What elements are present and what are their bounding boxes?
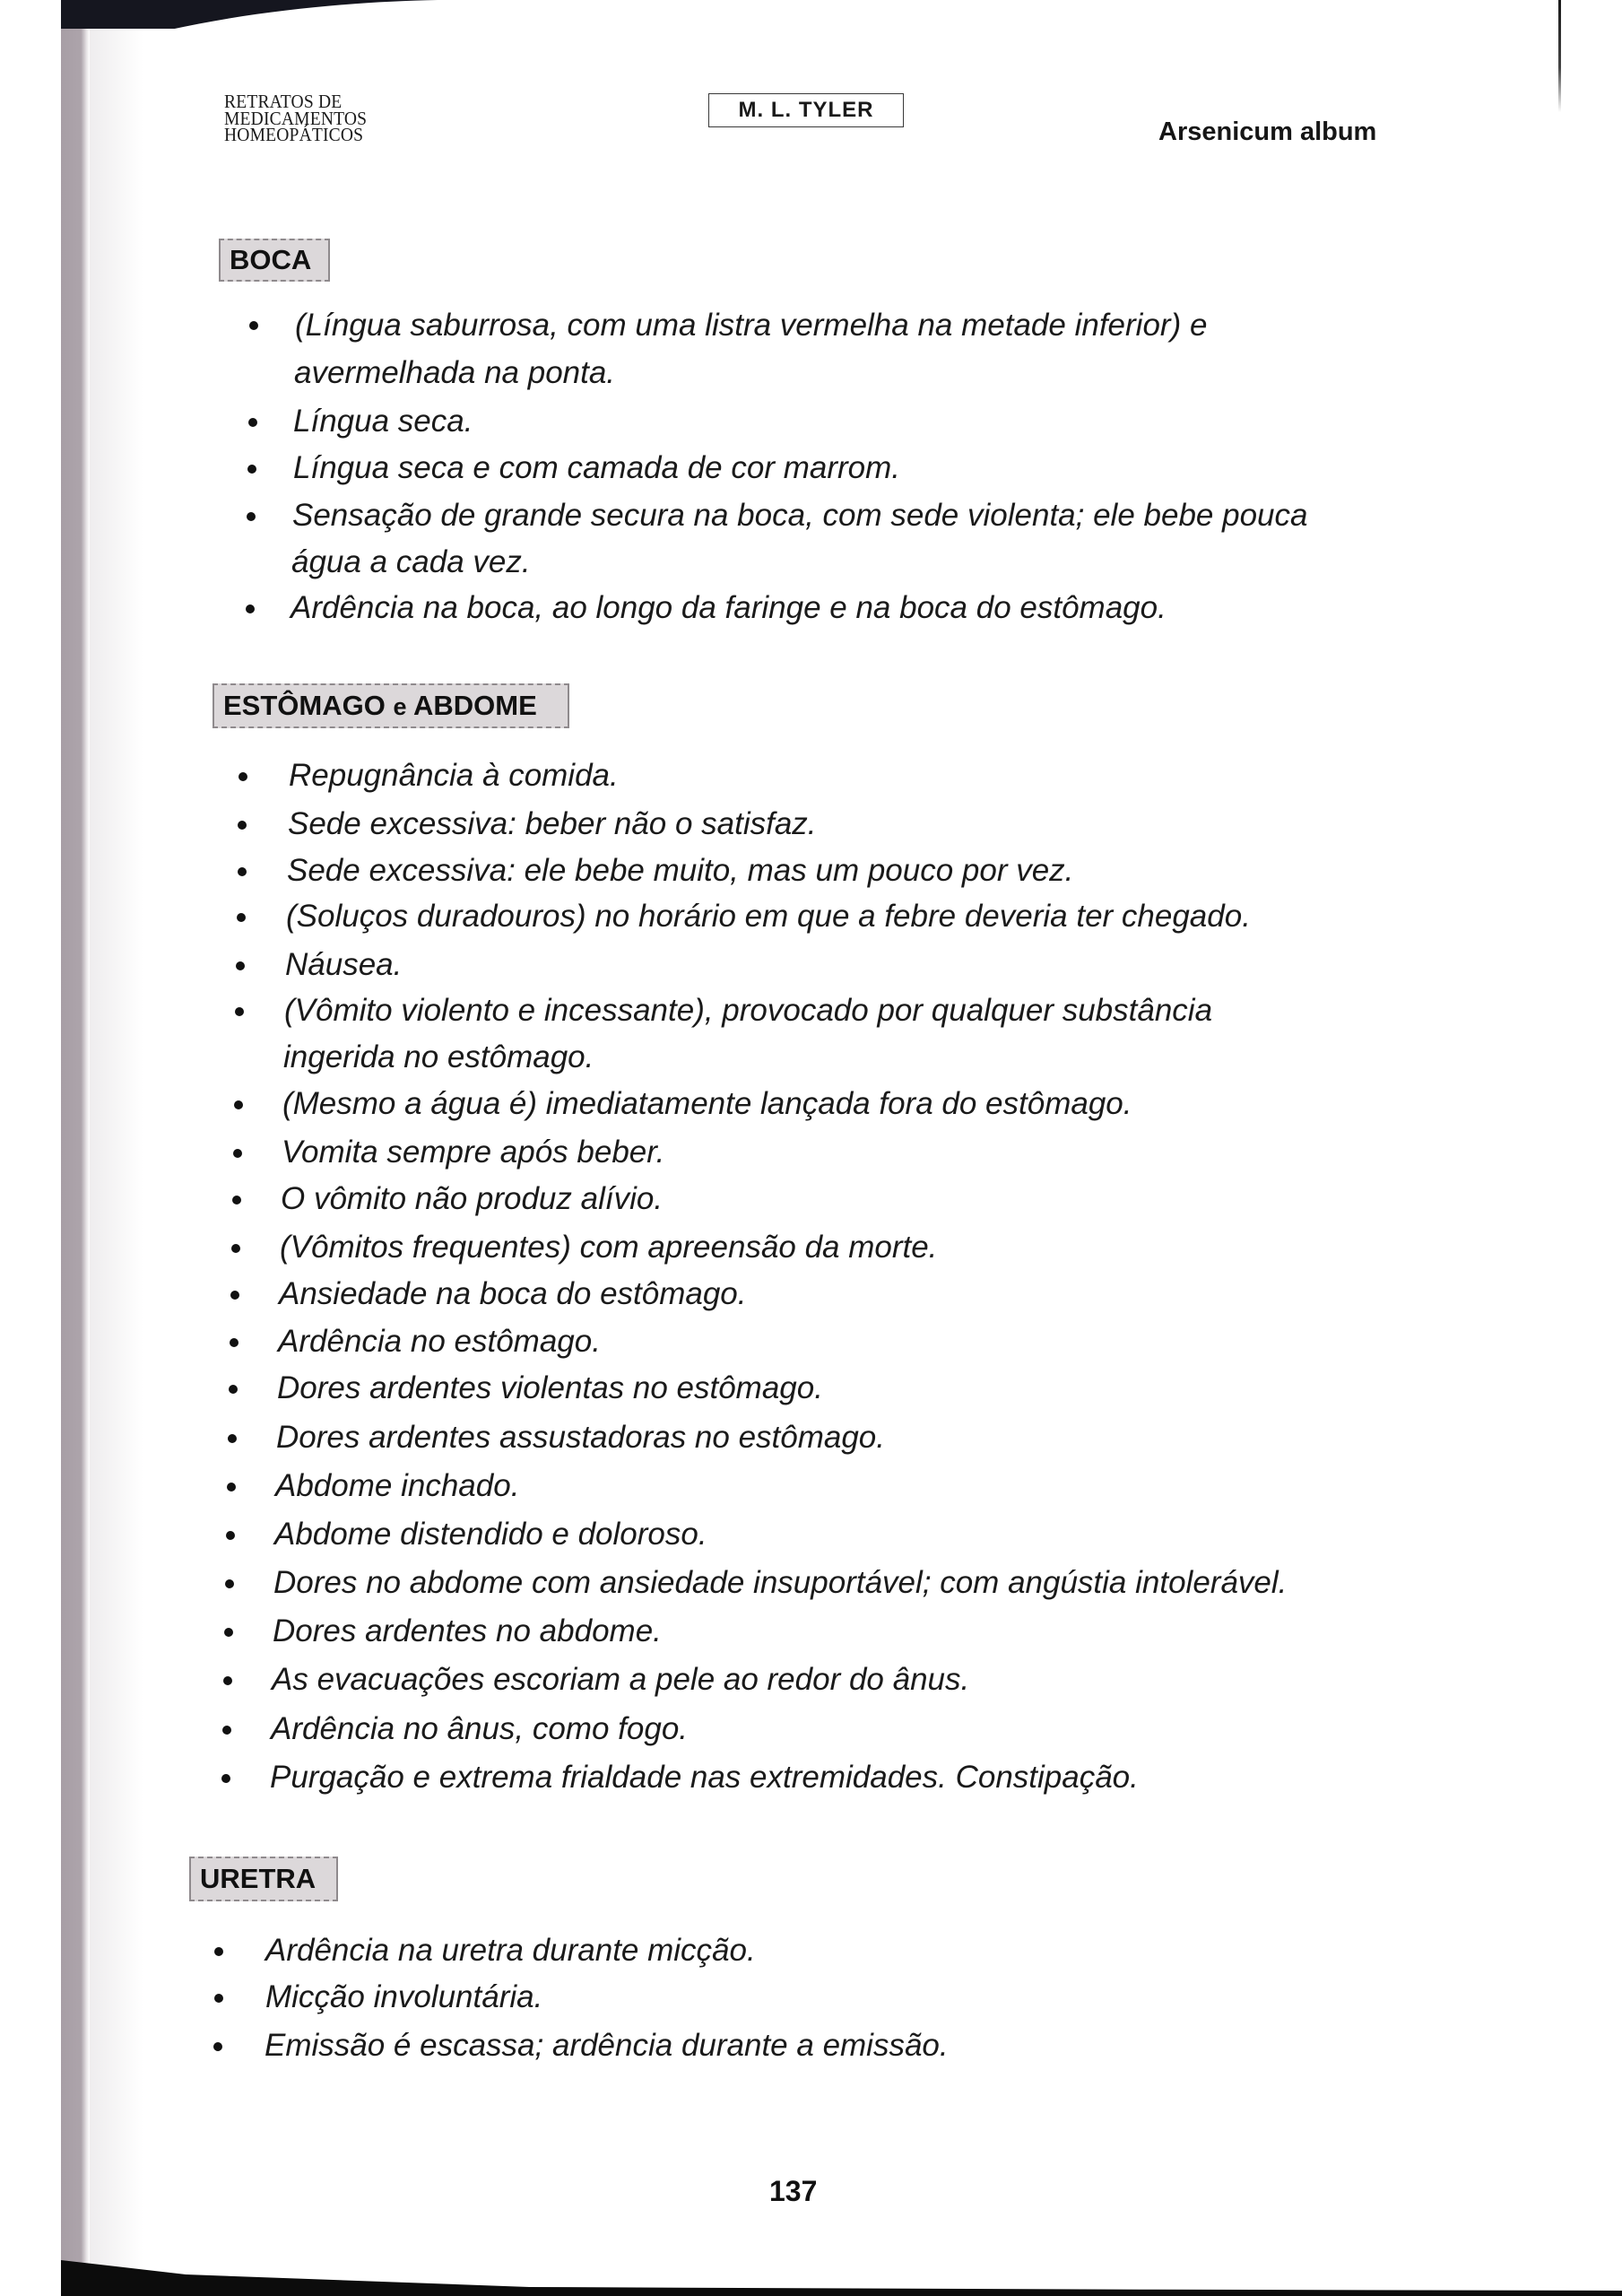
series-line: MEDICAMENTOS <box>224 107 368 129</box>
list-item-line: (Soluços duradouros) no horário em que a febre deveria ter chegado. <box>286 899 1251 934</box>
bullet-icon <box>238 821 247 830</box>
bullet-icon <box>246 604 255 613</box>
list-item-line: (Vômitos frequentes) com apreensão da morte. <box>280 1230 938 1265</box>
list-item-line: Sede excessiva: beber não o satisfaz. <box>288 806 817 841</box>
bullet-icon <box>214 1947 223 1956</box>
bullet-icon <box>227 1483 236 1492</box>
section-label-uretra <box>189 1857 338 1901</box>
list-item-line: Abdome inchado. <box>275 1468 520 1503</box>
list-item-line: Micção involuntária. <box>265 1979 543 2014</box>
list-item-line: Dores ardentes no abdome. <box>273 1613 662 1648</box>
section-label-estomago-abdome <box>213 683 569 728</box>
bullet-icon <box>228 1434 237 1443</box>
list-item-line: Sede excessiva: ele bebe muito, mas um pouco por vez. <box>287 853 1074 888</box>
page-number: 137 <box>769 2175 818 2207</box>
list-item-line: Sensação de grande secura na boca, com sede violenta; ele bebe pouca <box>292 498 1308 533</box>
bullet-icon <box>232 1196 241 1205</box>
list-item-line: O vômito não produz alívio. <box>281 1181 664 1216</box>
list-item-line: Ardência na boca, ao longo da faringe e na boca do estômago. <box>291 590 1167 625</box>
series-line: RETRATOS DE <box>224 91 343 112</box>
list-item-line: Abdome distendido e doloroso. <box>274 1517 707 1552</box>
section-title: URETRA <box>200 1863 317 1894</box>
bullet-icon <box>214 1994 223 2003</box>
bullet-icon <box>247 465 256 474</box>
scan-edge-right <box>1558 0 1561 112</box>
list-item-line: ingerida no estômago. <box>283 1039 594 1074</box>
list-item-line: (Língua saburrosa, com uma listra vermelha na metade inferior) e <box>295 308 1208 343</box>
series-logo <box>224 93 367 144</box>
list-item-line: Náusea. <box>285 947 403 982</box>
bullet-icon <box>236 961 245 970</box>
list-item-line: água a cada vez. <box>291 544 531 579</box>
series-line: HOMEOPÁTICOS <box>224 124 364 145</box>
list-item-line: Dores ardentes assustadoras no estômago. <box>276 1420 885 1455</box>
show-through-text <box>1175 242 1183 277</box>
bullet-icon <box>225 1579 234 1588</box>
section-title: ESTÔMAGO e ABDOME <box>223 690 537 721</box>
list-item-line: Dores no abdome com ansiedade insuportável; com angústia intolerável. <box>273 1565 1288 1600</box>
bullet-icon <box>221 1774 230 1783</box>
list-item-line: Língua seca. <box>293 404 473 439</box>
bullet-icon <box>237 913 246 922</box>
list-item-line: (Vômito violento e incessante), provocado por qualquer substância <box>284 993 1213 1028</box>
list-item-line: Ansiedade na boca do estômago. <box>279 1276 747 1311</box>
remedy-title: Arsenicum album <box>1158 117 1377 146</box>
author-box <box>708 93 904 127</box>
list-item-line: Vomita sempre após beber. <box>282 1135 665 1170</box>
bullet-icon <box>249 321 258 330</box>
bullet-icon <box>239 772 247 781</box>
page-edge-shadow <box>61 0 90 2296</box>
bullet-icon <box>213 2042 222 2051</box>
bullet-icon <box>248 418 257 427</box>
section-title: BOCA <box>230 244 312 275</box>
bullet-icon <box>222 1726 231 1735</box>
scan-edge-bottom <box>61 2260 1622 2296</box>
section-label-boca <box>219 239 330 282</box>
list-item-line: As evacuações escoriam a pele ao redor do ânus. <box>272 1662 970 1697</box>
bullet-icon <box>223 1676 232 1685</box>
bullet-icon <box>224 1628 233 1637</box>
bullet-icon <box>226 1531 235 1540</box>
list-item-line: Ardência no ânus, como fogo. <box>271 1711 689 1746</box>
scan-corner-top <box>61 0 438 29</box>
list-item-line: Purgação e extrema frialdade nas extremidades. Constipação. <box>270 1760 1139 1795</box>
list-item-line: Dores ardentes violentas no estômago. <box>277 1370 823 1405</box>
list-item-line: Ardência na uretra durante micção. <box>265 1933 756 1968</box>
gutter-shade <box>90 0 143 2296</box>
list-item-line: Ardência no estômago. <box>278 1324 601 1359</box>
author-name: M. L. TYLER <box>738 98 874 122</box>
bullet-icon <box>233 1149 242 1158</box>
bullet-icon <box>235 1007 244 1016</box>
list-item-line: Língua seca e com camada de cor marrom. <box>293 450 900 485</box>
bullet-icon <box>231 1244 240 1253</box>
list-item-line: avermelhada na ponta. <box>294 355 616 390</box>
bullet-icon <box>230 1291 239 1300</box>
bullet-icon <box>238 867 247 876</box>
bullet-icon <box>230 1338 239 1347</box>
scan-margin <box>0 0 61 2296</box>
bullet-icon <box>229 1385 238 1394</box>
bullet-icon <box>234 1100 243 1109</box>
list-item-line: (Mesmo a água é) imediatamente lançada fora do estômago. <box>282 1086 1132 1121</box>
list-item-line: Repugnância à comida. <box>289 758 619 793</box>
bullet-icon <box>247 512 256 521</box>
list-item-line: Emissão é escassa; ardência durante a emissão. <box>265 2028 949 2063</box>
